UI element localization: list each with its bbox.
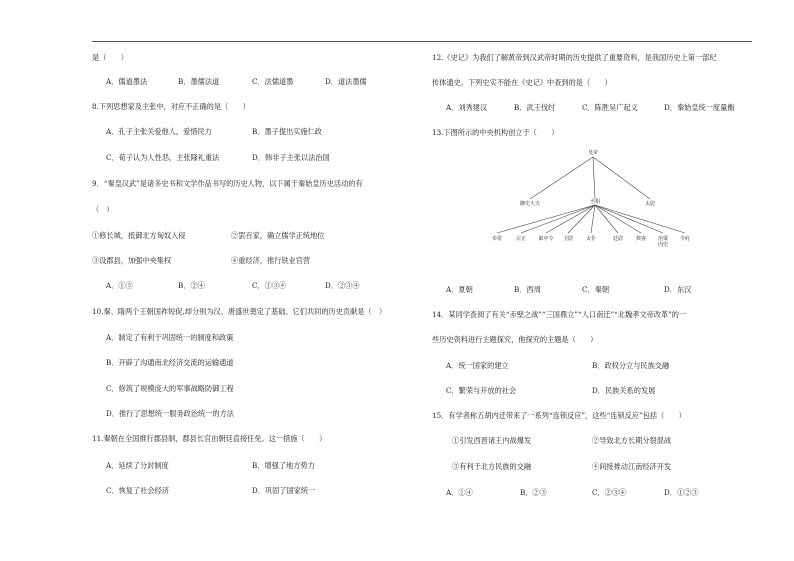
q15-item-1: ①引发西晋诸王内战爆发 [452,436,532,445]
q7-tail: 是（ ） [92,53,128,62]
q10-option-b: B．开辟了沟通南北经济交流的运输通道 [106,358,234,367]
org-node-emperor: 皇帝 [587,150,599,156]
q7-option-a: A．儒道墨法 [106,77,148,86]
q12-option-c: C．陈胜吴广起义 [582,103,638,112]
q9-option-d: D．②③④ [325,281,360,290]
q15-option-b: B．②③ [520,488,547,497]
org-node-minister: 治粟 [657,236,669,242]
org-node-minister: 廷尉 [612,236,624,242]
q11-option-d: D．巩固了国家统一 [252,486,316,495]
q14-option-a: A．统一国家的建立 [446,361,509,370]
q14-stem-2: 些历史资料进行主题探究，他探究的主题是（ ） [432,335,598,344]
q13-option-b: B．西周 [514,285,541,294]
q15-item-3: ③有利于北方民族的交融 [452,462,532,471]
q11-option-b: B．增强了地方势力 [252,461,315,470]
q11-stem: 11.秦朝在全国推行郡县制，郡县长官由朝廷直接任免。这一措施（ ） [92,434,327,443]
q9-stem-2: （ ） [92,205,114,214]
q8-option-a: A．孔子主张关爱他人，爱惜民力 [106,127,212,136]
q13-option-a: A．夏朝 [446,285,473,294]
q12-stem-1: 12.《史记》为我们了解黄帝到汉武帝时期的历史提供了重要资料，是我国历史上第一部纪 [432,53,717,62]
org-node-minister: 宗正 [515,236,527,242]
q9-stem-1: 9．“秦皇汉武”是诸多史书和文学作品书写的历史人物，以下属于秦始皇历史活动的有 [92,179,363,188]
q9-option-b: B．②④ [178,281,205,290]
q8-option-d: D．韩非子主张以法治国 [252,153,330,162]
org-node-minister: 郎中令 [538,236,554,242]
q15-option-c: C．②③④ [592,488,627,497]
q11-option-a: A．延续了分封制度 [106,461,169,470]
q15-item-4: ④间接推动江南经济开发 [592,462,672,471]
q14-option-b: B．政权分立与民族交融 [592,361,670,370]
q9-item-1: ①修长城，抵御北方匈奴入侵 [92,231,186,240]
q13-option-d: D．东汉 [664,285,692,294]
q14-stem-1: 14．某同学查阅了有关“赤壁之战”“三国鼎立”“人口南迁”“北魏孝文帝改革”的一 [432,310,687,319]
org-chart-lines [497,157,685,233]
q15-stem: 15．有学者称五胡内迁带来了一系列“连锁反应”，这些“连锁反应”包括（ ） [432,411,686,420]
q13-option-c: C．秦朝 [582,285,610,294]
org-node-minister: 少府 [679,236,691,242]
org-node-minister: 太仆 [585,236,597,242]
q15-item-2: ②导致北方长期分裂混战 [592,436,672,445]
q7-option-c: C．法儒道墨 [252,77,294,86]
q12-option-d: D．秦始皇统一度量衡 [664,103,735,112]
header-rule [92,41,752,42]
org-node-censor: 御史大夫 [519,201,541,207]
org-node-chancellor: 丞相 [589,199,601,205]
q11-option-c: C．恢复了社会经济 [106,486,170,495]
q7-option-b: B．墨儒法道 [178,77,220,86]
q8-stem: 8.下列思想家及主张中，对应不正确的是（ ） [92,102,250,111]
q10-option-a: A．制定了有利于巩固统一的制度和政策 [106,333,234,342]
q12-option-b: B．武王伐纣 [514,103,556,112]
q12-stem-2: 传体通史。下列史实不能在《史记》中查到的是（ ） [432,78,612,87]
org-node-minister: 奉常 [491,236,503,242]
q10-option-d: D．推行了思想统一服务政治统一的方法 [106,409,234,418]
q9-item-3: ③设郡县，加强中央集权 [92,256,172,265]
q15-option-a: A．①④ [446,488,473,497]
q12-option-a: A．刘秀建汉 [446,103,488,112]
q8-option-b: B．墨子提出实施仁政 [252,127,322,136]
q10-option-c: C．修筑了规模庞大的军事战略防御工程 [106,384,234,393]
q9-item-4: ④重经济，推行铁业官营 [231,256,311,265]
q14-option-d: D．民族关系的发展 [592,386,656,395]
q9-option-c: C．①③④ [252,281,287,290]
q13-stem: 13.下图所示的中央机构创立于（ ） [432,128,559,137]
q9-item-2: ②罢百家，确立儒学正统地位 [231,231,325,240]
q10-stem: 10.秦、隋两个王朝国祚短促,却分别为汉、唐盛世奠定了基础。它们共同的历史贡献是（ ） [92,307,387,316]
q15-option-d: D．①②③ [664,488,699,497]
q9-option-a: A．①③ [106,281,133,290]
q14-option-c: C．繁荣与开放的社会 [446,386,517,395]
org-node-commandant: 太尉 [644,201,656,207]
q8-option-c: C．荀子认为人性恶，主张隆礼重法 [106,153,220,162]
central-organization-chart [475,143,715,263]
org-node-minister: 典客 [635,236,647,242]
q7-option-d: D．道法墨儒 [325,77,367,86]
org-node-minister-line2: 内史 [657,242,669,248]
org-node-minister: 卫尉 [562,236,574,242]
